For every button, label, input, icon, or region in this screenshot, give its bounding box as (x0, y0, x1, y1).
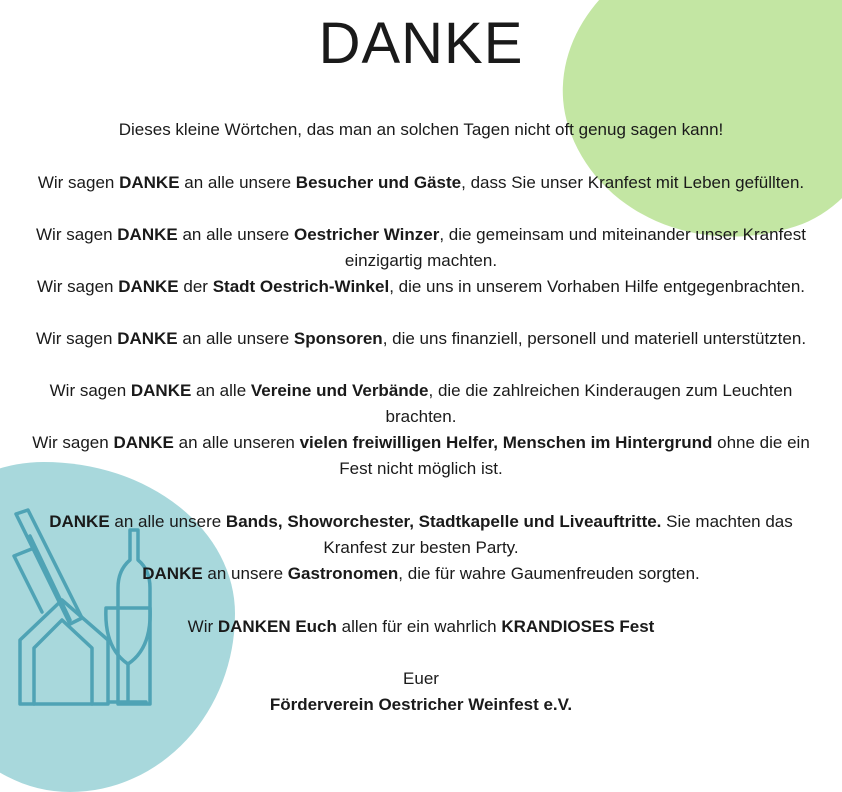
thanks-gastronomy: DANKE an unsere Gastronomen, die für wahre Gaumenfreuden sorgten. (142, 564, 700, 583)
thanks-bands: DANKE an alle unsere Bands, Showorchester, Stadtkapelle und Liveauftritte. Sie machten das Kranfest zur besten Party. (49, 512, 793, 557)
thanks-visitors: Wir sagen DANKE an alle unsere Besucher und Gäste, dass Sie unser Kranfest mit Leben gefüllten. (37, 173, 805, 192)
thanks-volunteers: Wir sagen DANKE an alle unseren vielen freiwilligen Helfer, Menschen im Hintergrund ohne die ein Fest nicht möglich ist. (32, 433, 810, 478)
thanks-sponsors: Wir sagen DANKE an alle unsere Sponsoren, die uns finanziell, personell und materiell unterstützten. (35, 329, 807, 348)
page-title: DANKE (318, 11, 524, 76)
thanks-clubs: Wir sagen DANKE an alle Vereine und Verbände, die die zahlreichen Kinderaugen zum Leuchten brachten. (49, 381, 793, 426)
intro-text: Dieses kleine Wörtchen, das man an solchen Tagen nicht oft genug sagen kann! (118, 120, 724, 139)
signature-greeting: Euer (403, 669, 439, 688)
thanks-winegrowers: Wir sagen DANKE an alle unsere Oestricher Winzer, die gemeinsam und miteinander unser Kranfest einzigartig machten. (36, 225, 806, 270)
signature-organization: Förderverein Oestricher Weinfest e.V. (269, 695, 573, 714)
closing-line: Wir DANKEN Euch allen für ein wahrlich KRANDIOSES Fest (187, 617, 655, 636)
thanks-city: Wir sagen DANKE der Stadt Oestrich-Winkel, die uns in unserem Vorhaben Hilfe entgegenbrachten. (36, 277, 806, 296)
